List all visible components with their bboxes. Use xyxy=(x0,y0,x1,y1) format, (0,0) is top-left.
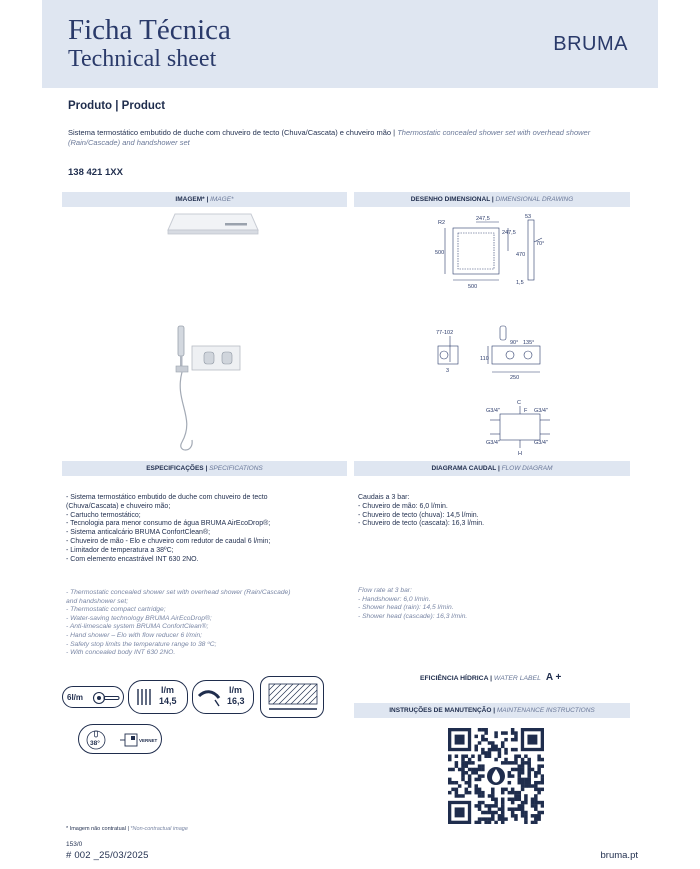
specs-bar-en: SPECIFICATIONS xyxy=(209,465,263,472)
cascade-unit: l/m xyxy=(229,685,243,695)
flow-list-pt xyxy=(358,494,618,529)
flow-line-en: - Shower head (cascade): 16,3 l/min. xyxy=(358,612,468,620)
dimensional-drawing-mid xyxy=(430,322,555,380)
flow-line-en: - Handshower: 6,0 l/min. xyxy=(358,595,431,603)
overhead-shower-image xyxy=(165,210,260,242)
water-label-en: WATER LABEL xyxy=(493,675,541,682)
dim-500-v: 500 xyxy=(435,250,445,256)
spec-line: - Com elemento encastrável INT 630 2NO. xyxy=(66,555,199,563)
flow-line: Caudais a 3 bar: xyxy=(358,494,410,501)
anti-limescale-badge xyxy=(260,676,324,718)
footnote-pt: * Imagem não contratual | xyxy=(66,826,131,832)
document-code: 153/0 xyxy=(66,841,83,848)
description-en: Thermostatic concealed shower set with overhead shower (Rain/Cascade) and handshower set xyxy=(68,128,591,147)
dim-77-102: 77-102 xyxy=(436,330,454,336)
dimensional-drawing-bottom xyxy=(478,398,568,456)
description-pt: Sistema termostático embutido de duche com chuveiro de tecto (Chuva/Cascata) e chuveiro mão | xyxy=(68,128,398,137)
water-label-pt: EFICIÊNCIA HÍDRICA | xyxy=(420,675,494,682)
flow6-text: 6l/m xyxy=(67,693,84,702)
rain-icon xyxy=(135,687,155,707)
image-bar-pt: IMAGEM* | xyxy=(175,196,211,203)
dim-c: C xyxy=(517,400,521,406)
dim-g34-4: G3/4" xyxy=(534,440,548,446)
spec-line: - Limitador de temperatura a 38ºC; xyxy=(66,546,174,554)
wall-set-image xyxy=(170,322,250,457)
cascade-flow-badge xyxy=(192,680,254,714)
dim-f: F xyxy=(524,408,528,414)
revision-date: # 002 _25/03/2025 xyxy=(66,850,149,861)
spec-line: - Cartucho termostático; xyxy=(66,511,141,519)
spec-line: - Chuveiro de mão - Elo e chuveiro com redutor de caudal 6 l/min; xyxy=(66,537,271,545)
flow-line: - Chuveiro de mão: 6,0 l/min. xyxy=(358,502,448,510)
dim-90: 90° xyxy=(510,340,519,346)
spec-line-en: - Anti-limescale system BRUMA ConfortClean®; xyxy=(66,623,209,631)
dim-500-h: 500 xyxy=(468,284,478,290)
flow-bar-en: FLOW DIAGRAM xyxy=(501,465,553,472)
flow-reducer-badge xyxy=(62,686,124,708)
spec-line-en: - Thermostatic concealed shower set with overhead shower (Rain/Cascade) xyxy=(66,589,291,596)
dim-470: 470 xyxy=(516,252,526,258)
dim-135: 135° xyxy=(523,340,535,346)
flow-list-en xyxy=(358,587,618,621)
dim-247-v: 247,5 xyxy=(502,230,516,236)
brand-logo: BRUMA xyxy=(553,33,628,55)
maintenance-section-bar xyxy=(354,703,630,718)
footnote xyxy=(66,826,188,832)
dim-g34-2: G3/4" xyxy=(534,408,548,414)
spec-line: - Sistema anticalcário BRUMA ConfortClean®; xyxy=(66,529,211,537)
specs-list-pt xyxy=(66,494,346,564)
footnote-en: *Non-contractual image xyxy=(130,826,188,832)
dim-3: 3 xyxy=(446,368,450,374)
flow-section-bar xyxy=(354,461,630,476)
dim-h: H xyxy=(518,451,522,456)
specs-list-en xyxy=(66,589,346,658)
temp-limit-text: 38° xyxy=(90,740,100,747)
spec-line: - Sistema termostático embutido de duche com chuveiro de tecto xyxy=(66,494,268,501)
flow-bar-pt: DIAGRAMA CAUDAL | xyxy=(431,465,502,472)
product-heading: Produto | Product xyxy=(68,100,166,112)
product-description xyxy=(68,128,628,148)
spec-line-en: - Hand shower – Elo with flow reducer 6 l/min; xyxy=(66,631,203,639)
temperature-vernet-badge xyxy=(78,724,162,754)
water-label-value: A + xyxy=(545,672,562,683)
dimensional-drawing-top xyxy=(430,212,555,290)
product-reference: 138 421 1XX xyxy=(68,167,123,178)
cartridge-icon xyxy=(119,731,141,749)
spec-line-en: - Safety stop limits the temperature range to 38 ºC; xyxy=(66,640,217,648)
dim-247-h: 247,5 xyxy=(476,216,490,222)
flow-line: - Chuveiro de tecto (cascata): 16,3 l/min. xyxy=(358,520,485,528)
maintenance-qr-code[interactable] xyxy=(448,728,544,824)
spec-line-en: - With concealed body INT 630 2NO. xyxy=(66,649,176,657)
dim-110: 110 xyxy=(480,356,489,362)
dim-r2: R2 xyxy=(438,220,446,226)
spec-line: (Chuva/Cascata) e chuveiro mão; xyxy=(66,502,171,510)
rain-unit: l/m xyxy=(161,685,175,695)
water-label xyxy=(420,672,561,683)
dim-g34-1: G3/4" xyxy=(486,408,500,414)
dim-1-5: 1,5 xyxy=(516,280,524,286)
specs-bar-pt: ESPECIFICAÇÕES | xyxy=(146,465,210,472)
drawing-section-bar xyxy=(354,192,630,207)
spec-line-en: - Thermostatic compact cartridge; xyxy=(66,606,166,614)
dim-g34-3: G3/4" xyxy=(486,440,500,446)
cascade-value: 16,3 xyxy=(227,696,245,706)
handshower-icon xyxy=(91,691,121,705)
maintenance-bar-pt: INSTRUÇÕES DE MANUTENÇÃO | xyxy=(389,707,497,714)
specs-section-bar xyxy=(62,461,347,476)
rain-flow-badge xyxy=(128,680,188,714)
cascade-icon xyxy=(197,688,221,708)
image-bar-en: IMAGE* xyxy=(210,196,234,203)
spec-line-en: and handshower set; xyxy=(66,597,129,605)
title-en: Technical sheet xyxy=(68,46,217,72)
dim-53: 53 xyxy=(525,214,532,220)
rain-value: 14,5 xyxy=(159,696,177,706)
maintenance-bar-en: MAINTENANCE INSTRUCTIONS xyxy=(496,707,595,714)
hatched-plate-icon xyxy=(267,682,319,712)
drawing-bar-pt: DESENHO DIMENSIONAL | xyxy=(410,196,496,203)
flow-line: - Chuveiro de tecto (chuva): 14,5 l/min. xyxy=(358,511,479,519)
dim-70: 70° xyxy=(536,241,545,247)
website-link[interactable]: bruma.pt xyxy=(600,850,638,861)
title-pt: Ficha Técnica xyxy=(68,14,231,46)
header-band xyxy=(42,0,658,88)
image-section-bar xyxy=(62,192,347,207)
spec-line: - Tecnologia para menor consumo de água BRUMA AirEcoDrop®; xyxy=(66,520,271,528)
dim-250: 250 xyxy=(510,375,520,380)
flow-line-en: - Shower head (rain): 14,5 l/min. xyxy=(358,604,454,612)
vernet-text: VERNET xyxy=(139,738,158,743)
flow-line-en: Flow rate at 3 bar: xyxy=(358,587,412,594)
spec-line-en: - Water-saving technology BRUMA AirEcoDrop®; xyxy=(66,614,212,622)
drawing-bar-en: DIMENSIONAL DRAWING xyxy=(495,196,574,203)
